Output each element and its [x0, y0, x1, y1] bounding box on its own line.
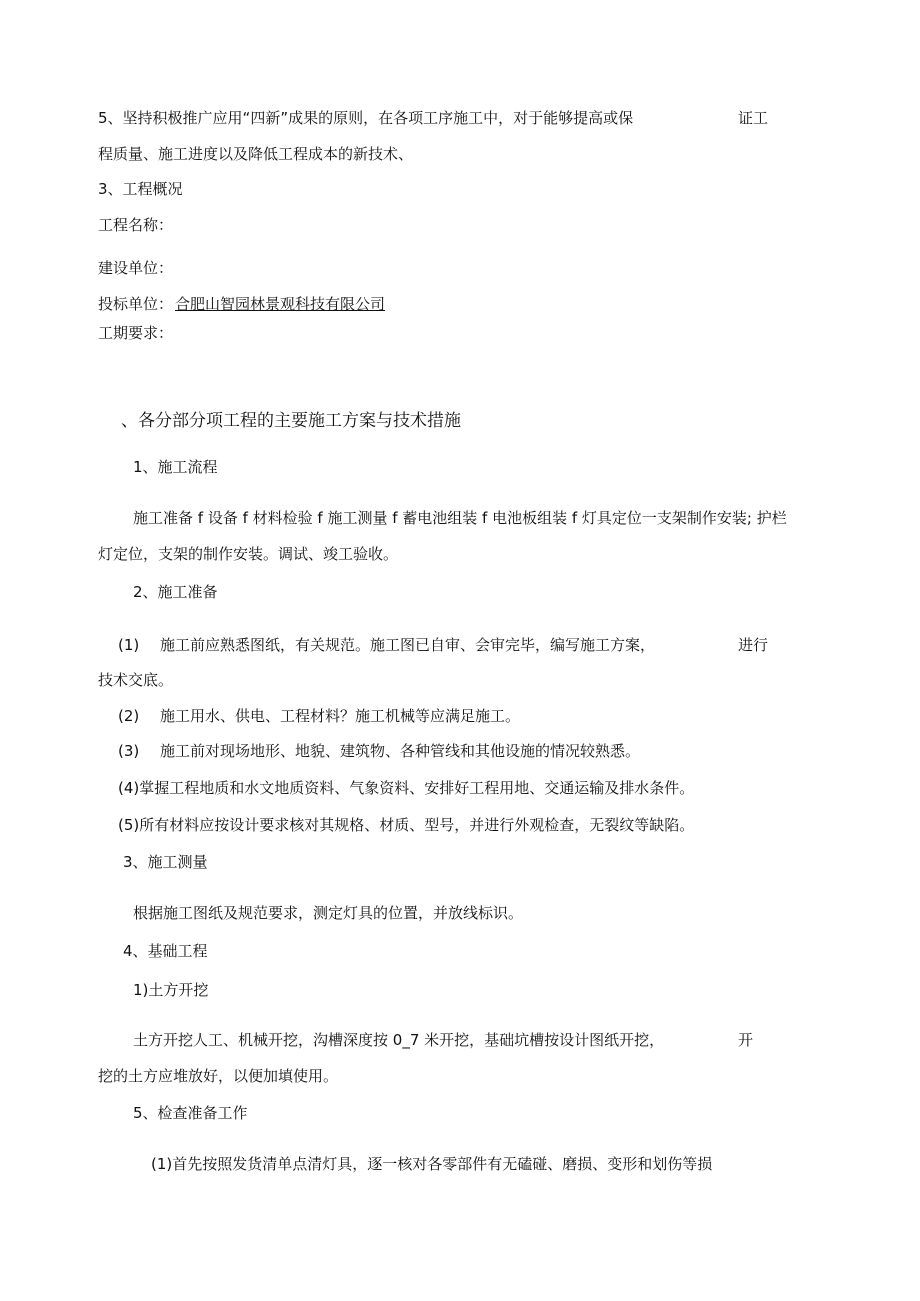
text-line: 施工前对现场地形、地貌、建筑物、各种管线和其他设施的情况较熟悉。	[160, 742, 641, 760]
text-line: 程质量、施工进度以及降低工程成本的新技术、	[98, 145, 414, 163]
text-line: (5)所有材料应按设计要求核对其规格、材质、型号，并进行外观检查，无裂纹等缺陷。	[118, 816, 695, 834]
list-number: (2)	[118, 707, 140, 725]
text-line: 5、坚持积极推广应用“四新”成果的原则，在各项工序施工中，对于能够提高或保	[98, 109, 634, 127]
text-line: 挖的土方应堆放好，以便加填使用。	[98, 1067, 339, 1085]
field-label: 投标单位：	[98, 295, 174, 313]
section-heading: 3、工程概况	[98, 180, 183, 198]
text-line: 施工用水、供电、工程材料？施工机械等应满足施工。	[160, 707, 521, 725]
list-number: (3)	[118, 742, 140, 760]
section-heading: 4、基础工程	[123, 942, 208, 960]
field-label: 建设单位：	[98, 259, 174, 277]
text-line: 进行	[738, 636, 769, 654]
text-line: 开	[738, 1031, 754, 1049]
text-line: 根据施工图纸及规范要求，测定灯具的位置，并放线标识。	[133, 904, 524, 922]
text-line: 土方开挖人工、机械开挖，沟槽深度按 0_7 米开挖，基础坑槽按设计图纸开挖，	[133, 1031, 665, 1049]
text-line: 灯定位，支架的制作安装。调试、竣工验收。	[98, 545, 399, 563]
list-number: (1)	[118, 636, 140, 654]
field-label: 工程名称：	[98, 216, 174, 234]
text-line: 技术交底。	[98, 671, 174, 689]
field-label: 工期要求：	[98, 324, 174, 342]
subsection-heading: 1)土方开挖	[133, 981, 209, 999]
chapter-heading: 、各分部分项工程的主要施工方案与技术措施	[121, 411, 461, 431]
text-line: 施工前应熟悉图纸，有关规范。施工图已自审、会审完毕，编写施工方案，	[160, 636, 656, 654]
section-heading: 5、检查准备工作	[133, 1104, 248, 1122]
bidder-name: 合肥山智园林景观科技有限公司	[175, 295, 386, 313]
section-heading: 3、施工测量	[123, 853, 208, 871]
text-line: (4)掌握工程地质和水文地质资料、气象资料、安排好工程用地、交通运输及排水条件。	[118, 779, 695, 797]
text-line: 施工准备 f 设备 f 材料检验 f 施工测量 f 蓄电池组装 f 电池板组装 f 灯具定位一支架制作安装; 护栏	[133, 509, 787, 527]
text-line: 证工	[738, 109, 769, 127]
text-line: (1)首先按照发货清单点清灯具，逐一核对各零部件有无磕碰、磨损、变形和划伤等损	[151, 1155, 713, 1173]
section-heading: 1、施工流程	[133, 458, 218, 476]
section-heading: 2、施工准备	[133, 583, 218, 601]
